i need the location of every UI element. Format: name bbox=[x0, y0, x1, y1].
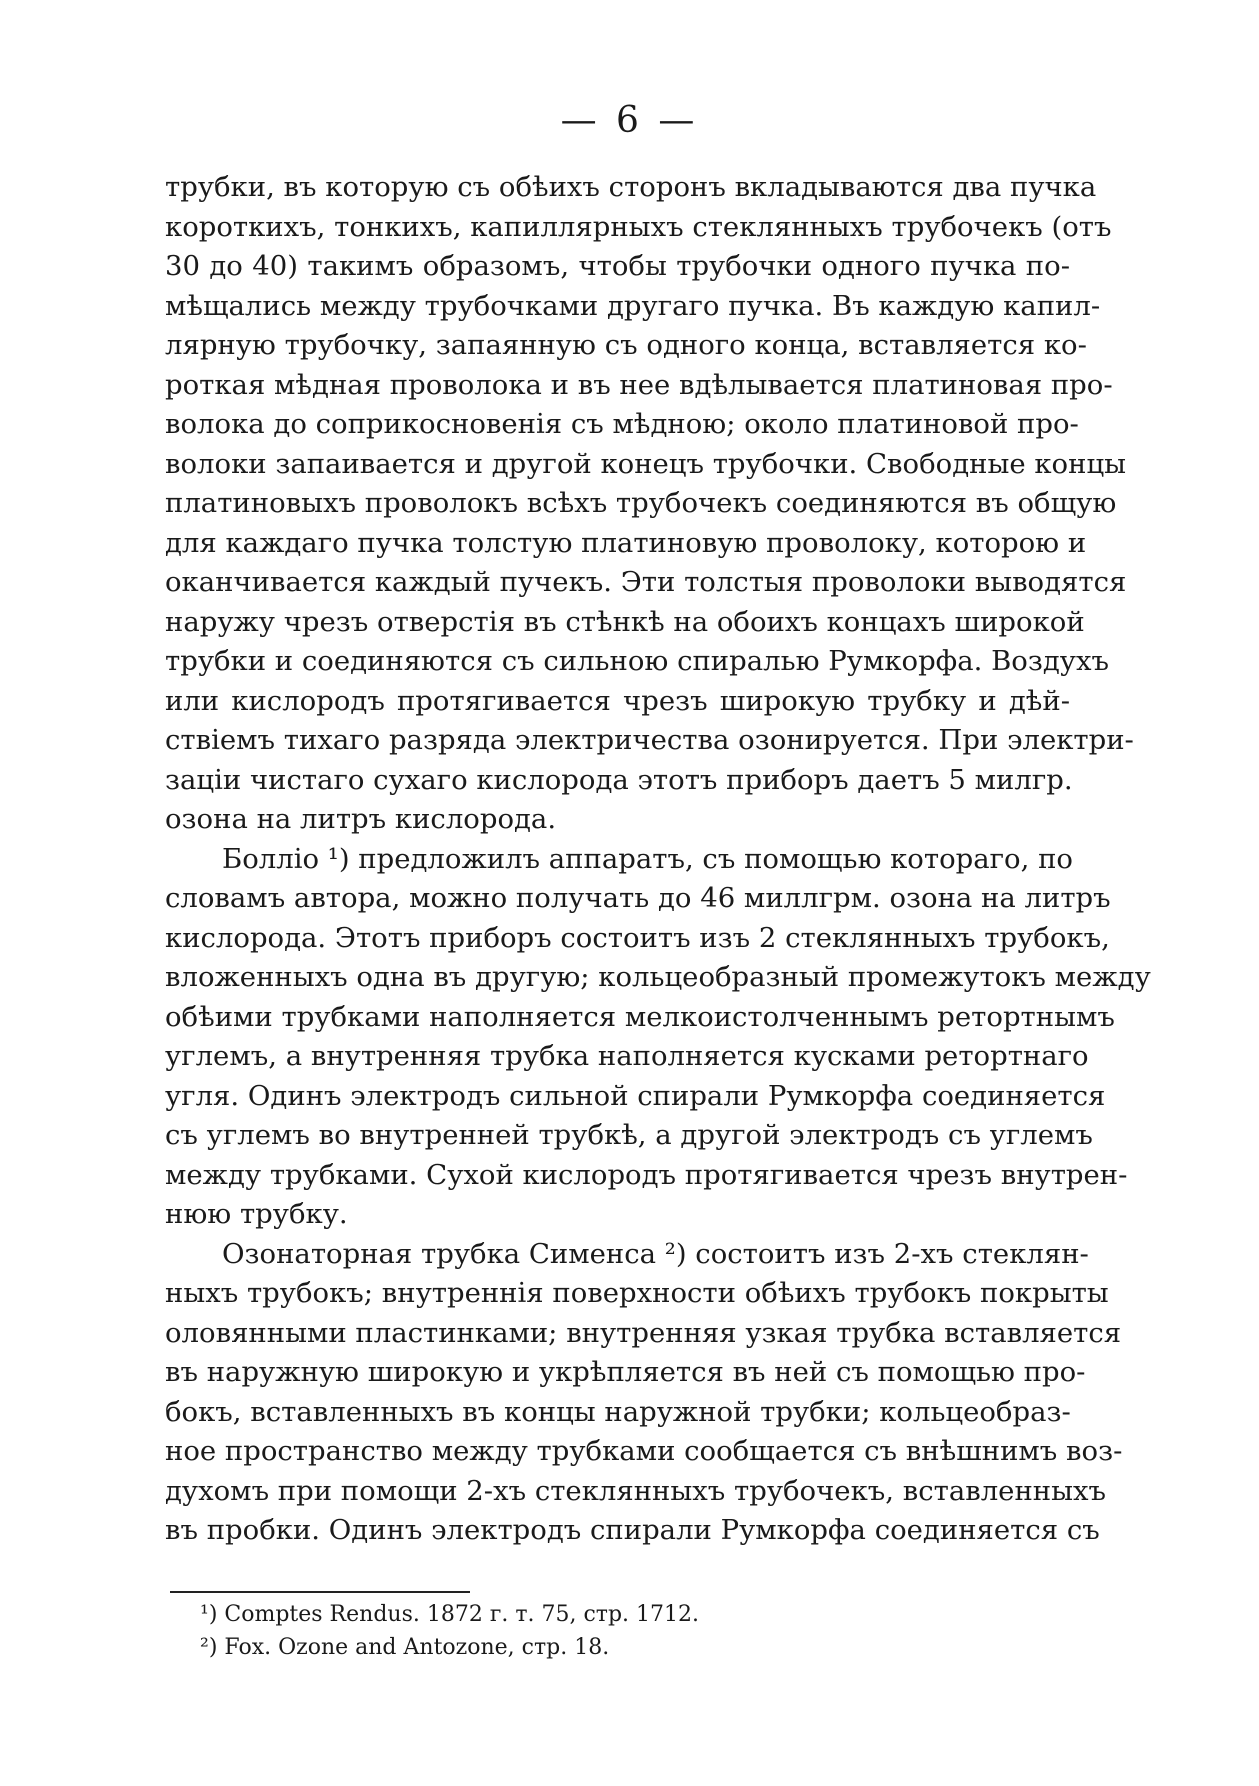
text-line: для каждаго пучка толстую платиновую проволоку, которою и bbox=[165, 526, 1087, 559]
page-number: — 6 — bbox=[560, 100, 699, 141]
paragraph-2 bbox=[165, 840, 1151, 1235]
text-line: заціи чистаго сухаго кислорода этотъ приборъ даетъ 5 милгр. bbox=[165, 763, 1073, 796]
text-line: ствіемъ тихаго разряда электричества озонируется. При электри- bbox=[165, 724, 1134, 756]
text-line: оканчивается каждый пучекъ. Эти толстыя проволоки выводятся bbox=[165, 566, 1127, 598]
text-line: вложенныхъ одна въ другую; кольцеобразный промежутокъ между bbox=[165, 961, 1151, 993]
text-line: короткихъ, тонкихъ, капиллярныхъ стеклянныхъ трубочекъ (отъ bbox=[165, 210, 1112, 243]
text-line: нюю трубку. bbox=[165, 1198, 348, 1230]
text-line: словамъ автора, можно получать до 46 миллгрм. озона на литръ bbox=[165, 882, 1111, 914]
text-line: или кислородъ протягивается чрезъ широкую трубку и дѣй- bbox=[165, 684, 1070, 717]
text-line: въ пробки. Одинъ электродъ спирали Румкорфа соединяется съ bbox=[165, 1514, 1100, 1546]
text-line: между трубками. Сухой кислородъ протягивается чрезъ внутрен- bbox=[165, 1158, 1128, 1191]
text-line: угля. Одинъ электродъ сильной спирали Румкорфа соединяется bbox=[165, 1079, 1106, 1112]
body-text bbox=[165, 168, 1151, 1551]
text-line: ное пространство между трубками сообщается съ внѣшнимъ воз- bbox=[165, 1435, 1123, 1467]
footnotes bbox=[200, 1598, 699, 1664]
text-line: волока до соприкосновенія съ мѣдною; около платиновой про- bbox=[165, 408, 1079, 440]
text-line: съ углемъ во внутренней трубкѣ, а другой электродъ съ углемъ bbox=[165, 1119, 1093, 1151]
text-line: волоки запаивается и другой конецъ трубочки. Свободные концы bbox=[165, 447, 1127, 480]
footnote-2: ²) Fox. Ozone and Antozone, стр. 18. bbox=[200, 1635, 610, 1660]
text-line: Озонаторная трубка Сименса ²) состоитъ изъ 2-хъ стеклян- bbox=[222, 1237, 1089, 1270]
text-line: духомъ при помощи 2-хъ стеклянныхъ трубочекъ, вставленныхъ bbox=[165, 1474, 1107, 1507]
paragraph-3 bbox=[165, 1235, 1123, 1551]
text-line: озона на литръ кислорода. bbox=[165, 803, 557, 835]
text-line: платиновыхъ проволокъ всѣхъ трубочекъ соединяются въ общую bbox=[165, 487, 1117, 519]
text-line: обѣими трубками наполняется мелкоистолченнымъ ретортнымъ bbox=[165, 1000, 1115, 1033]
text-line: оловянными пластинками; внутренняя узкая трубка вставляется bbox=[165, 1316, 1122, 1349]
text-line: мѣщались между трубочками другаго пучка. Въ каждую капил- bbox=[165, 289, 1101, 322]
text-line: въ наружную широкую и укрѣпляется въ ней съ помощью про- bbox=[165, 1356, 1086, 1388]
text-line: лярную трубочку, запаянную съ одного конца, вставляется ко- bbox=[165, 329, 1087, 361]
paragraph-1 bbox=[165, 168, 1134, 840]
text-line: бокъ, вставленныхъ въ концы наружной трубки; кольцеобраз- bbox=[165, 1395, 1071, 1428]
text-line: трубки, въ которую съ обѣихъ сторонъ вкладываются два пучка bbox=[165, 171, 1097, 203]
text-line: трубки и соединяются съ сильною спиралью Румкорфа. Воздухъ bbox=[165, 645, 1109, 677]
text-line: углемъ, а внутренняя трубка наполняется кусками ретортнаго bbox=[165, 1040, 1089, 1072]
text-line: роткая мѣдная проволока и въ нее вдѣлывается платиновая про- bbox=[165, 368, 1113, 401]
text-line: ныхъ трубокъ; внутреннія поверхности обѣихъ трубокъ покрыты bbox=[165, 1277, 1109, 1309]
text-line: кислорода. Этотъ приборъ состоитъ изъ 2 стеклянныхъ трубокъ, bbox=[165, 921, 1110, 954]
text-line: 30 до 40) такимъ образомъ, чтобы трубочки одного пучка по- bbox=[165, 250, 1070, 282]
footnote-1: ¹) Comptes Rendus. 1872 г. т. 75, стр. 1712. bbox=[200, 1602, 700, 1627]
text-line: Болліо ¹) предложилъ аппаратъ, съ помощью котораго, по bbox=[222, 842, 1073, 875]
text-line: наружу чрезъ отверстія въ стѣнкѣ на обоихъ концахъ широкой bbox=[165, 605, 1085, 638]
footnote-rule bbox=[170, 1591, 470, 1593]
